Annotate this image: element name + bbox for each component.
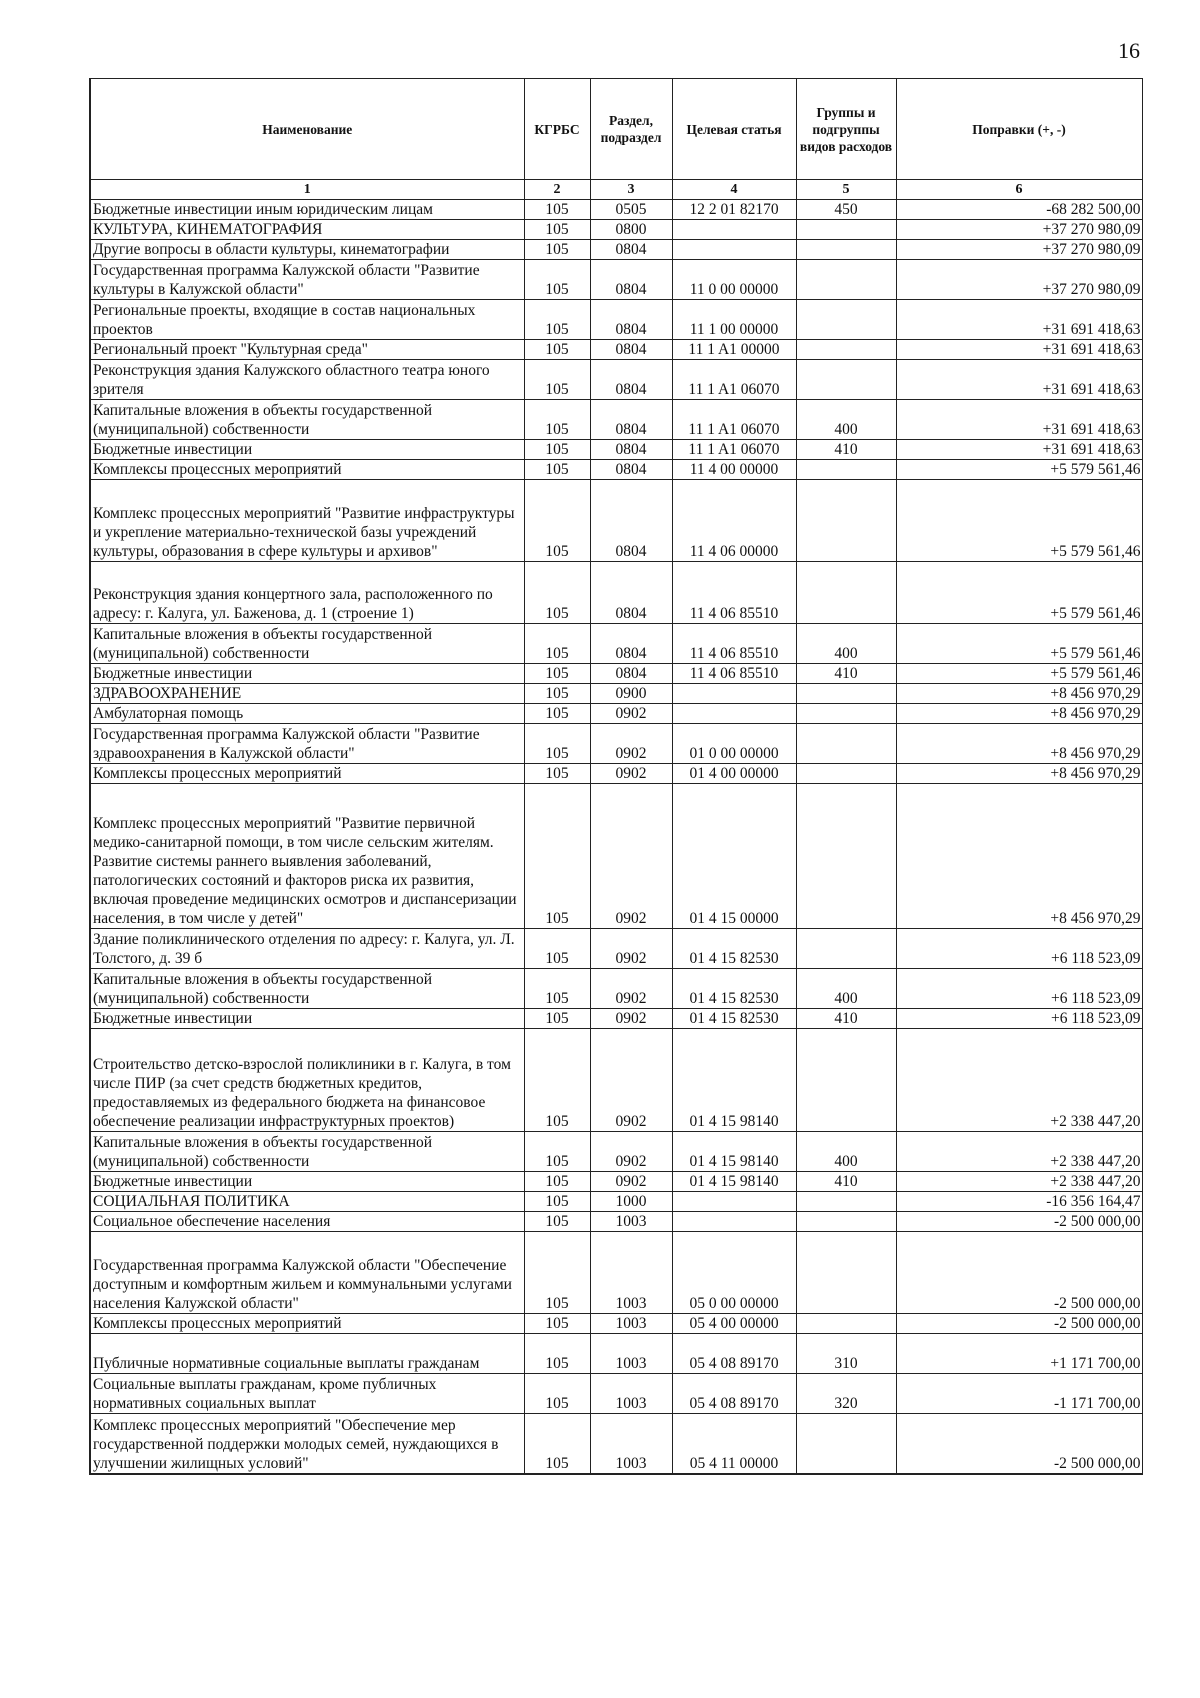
row-popravki-cell: +31 691 418,63 bbox=[896, 440, 1142, 460]
row-popravki-cell: -68 282 500,00 bbox=[896, 200, 1142, 220]
row-gruppa-cell bbox=[796, 460, 896, 480]
row-razdel-cell: 0804 bbox=[590, 562, 672, 624]
row-celevaya-cell bbox=[672, 220, 796, 240]
column-number-row bbox=[90, 180, 1142, 200]
row-popravki-cell: +5 579 561,46 bbox=[896, 480, 1142, 562]
row-gruppa-cell: 410 bbox=[796, 440, 896, 460]
table-row bbox=[90, 240, 1142, 260]
row-popravki-cell: +2 338 447,20 bbox=[896, 1029, 1142, 1132]
row-popravki-cell: -2 500 000,00 bbox=[896, 1232, 1142, 1314]
table-row bbox=[90, 200, 1142, 220]
row-gruppa-cell bbox=[796, 1414, 896, 1474]
table-row bbox=[90, 340, 1142, 360]
row-razdel-cell: 0902 bbox=[590, 969, 672, 1009]
row-celevaya-cell: 01 4 00 00000 bbox=[672, 764, 796, 784]
row-name-cell: Капитальные вложения в объекты государственной (муниципальной) собственности bbox=[90, 969, 524, 1009]
row-celevaya-cell: 05 4 08 89170 bbox=[672, 1334, 796, 1374]
row-celevaya-cell: 11 1 A1 06070 bbox=[672, 360, 796, 400]
row-celevaya-cell: 01 4 15 82530 bbox=[672, 1009, 796, 1029]
row-popravki-cell: +8 456 970,29 bbox=[896, 764, 1142, 784]
row-gruppa-cell: 410 bbox=[796, 664, 896, 684]
row-kgrbs-cell: 105 bbox=[524, 1334, 590, 1374]
table-row bbox=[90, 1414, 1142, 1474]
table-row bbox=[90, 1314, 1142, 1334]
table-row bbox=[90, 220, 1142, 240]
row-razdel-cell: 0900 bbox=[590, 684, 672, 704]
row-kgrbs-cell: 105 bbox=[524, 1414, 590, 1474]
row-popravki-cell: -1 171 700,00 bbox=[896, 1374, 1142, 1414]
row-celevaya-cell: 01 4 15 00000 bbox=[672, 784, 796, 929]
row-kgrbs-cell: 105 bbox=[524, 1029, 590, 1132]
row-name-cell: Капитальные вложения в объекты государственной (муниципальной) собственности bbox=[90, 624, 524, 664]
row-celevaya-cell: 11 4 06 85510 bbox=[672, 562, 796, 624]
row-kgrbs-cell: 105 bbox=[524, 480, 590, 562]
row-celevaya-cell bbox=[672, 1212, 796, 1232]
row-name-cell: Комплекс процессных мероприятий "Развитие инфраструктуры и укрепление материально-технической базы учреждений культуры, образования в сфере культуры и архивов" bbox=[90, 480, 524, 562]
row-popravki-cell: +31 691 418,63 bbox=[896, 400, 1142, 440]
table-row bbox=[90, 1334, 1142, 1374]
row-popravki-cell: +6 118 523,09 bbox=[896, 969, 1142, 1009]
row-razdel-cell: 0505 bbox=[590, 200, 672, 220]
row-razdel-cell: 0902 bbox=[590, 1009, 672, 1029]
row-gruppa-cell bbox=[796, 704, 896, 724]
row-popravki-cell: +5 579 561,46 bbox=[896, 664, 1142, 684]
table-row bbox=[90, 704, 1142, 724]
row-name-cell: Бюджетные инвестиции bbox=[90, 1172, 524, 1192]
row-kgrbs-cell: 105 bbox=[524, 664, 590, 684]
row-celevaya-cell: 01 4 15 98140 bbox=[672, 1132, 796, 1172]
row-gruppa-cell bbox=[796, 300, 896, 340]
row-popravki-cell: +31 691 418,63 bbox=[896, 360, 1142, 400]
table-row bbox=[90, 1172, 1142, 1192]
row-razdel-cell: 1003 bbox=[590, 1414, 672, 1474]
row-kgrbs-cell: 105 bbox=[524, 1314, 590, 1334]
row-razdel-cell: 0902 bbox=[590, 929, 672, 969]
table-row bbox=[90, 664, 1142, 684]
row-gruppa-cell bbox=[796, 1212, 896, 1232]
row-name-cell: Региональные проекты, входящие в состав национальных проектов bbox=[90, 300, 524, 340]
row-kgrbs-cell: 105 bbox=[524, 562, 590, 624]
row-celevaya-cell: 11 4 06 85510 bbox=[672, 624, 796, 664]
table-row bbox=[90, 764, 1142, 784]
row-popravki-cell: +2 338 447,20 bbox=[896, 1132, 1142, 1172]
row-kgrbs-cell: 105 bbox=[524, 1192, 590, 1212]
row-name-cell: Комплексы процессных мероприятий bbox=[90, 460, 524, 480]
row-gruppa-cell bbox=[796, 1192, 896, 1212]
row-name-cell: Другие вопросы в области культуры, кинематографии bbox=[90, 240, 524, 260]
table-row bbox=[90, 1009, 1142, 1029]
row-gruppa-cell bbox=[796, 480, 896, 562]
row-popravki-cell: +31 691 418,63 bbox=[896, 340, 1142, 360]
table-row bbox=[90, 929, 1142, 969]
row-kgrbs-cell: 105 bbox=[524, 704, 590, 724]
table-row bbox=[90, 562, 1142, 624]
row-name-cell: Капитальные вложения в объекты государственной (муниципальной) собственности bbox=[90, 400, 524, 440]
row-kgrbs-cell: 105 bbox=[524, 1132, 590, 1172]
row-razdel-cell: 0800 bbox=[590, 220, 672, 240]
row-name-cell: Бюджетные инвестиции bbox=[90, 664, 524, 684]
row-kgrbs-cell: 105 bbox=[524, 400, 590, 440]
row-gruppa-cell: 400 bbox=[796, 624, 896, 664]
row-razdel-cell: 1003 bbox=[590, 1334, 672, 1374]
row-celevaya-cell: 11 4 00 00000 bbox=[672, 460, 796, 480]
row-kgrbs-cell: 105 bbox=[524, 240, 590, 260]
row-name-cell: Комплексы процессных мероприятий bbox=[90, 764, 524, 784]
row-kgrbs-cell: 105 bbox=[524, 360, 590, 400]
table-body bbox=[90, 200, 1142, 1474]
row-celevaya-cell: 05 4 08 89170 bbox=[672, 1374, 796, 1414]
table-row bbox=[90, 1192, 1142, 1212]
row-kgrbs-cell: 105 bbox=[524, 460, 590, 480]
row-celevaya-cell: 11 4 06 85510 bbox=[672, 664, 796, 684]
row-name-cell: Амбулаторная помощь bbox=[90, 704, 524, 724]
row-razdel-cell: 0804 bbox=[590, 340, 672, 360]
row-razdel-cell: 1003 bbox=[590, 1232, 672, 1314]
row-popravki-cell: +8 456 970,29 bbox=[896, 684, 1142, 704]
table-row bbox=[90, 1374, 1142, 1414]
row-razdel-cell: 0902 bbox=[590, 1172, 672, 1192]
row-kgrbs-cell: 105 bbox=[524, 969, 590, 1009]
row-name-cell: Государственная программа Калужской области "Развитие культуры в Калужской области" bbox=[90, 260, 524, 300]
row-celevaya-cell: 01 4 15 82530 bbox=[672, 929, 796, 969]
row-celevaya-cell bbox=[672, 240, 796, 260]
row-gruppa-cell bbox=[796, 340, 896, 360]
row-celevaya-cell: 01 0 00 00000 bbox=[672, 724, 796, 764]
row-name-cell: Бюджетные инвестиции bbox=[90, 1009, 524, 1029]
row-name-cell: Региональный проект "Культурная среда" bbox=[90, 340, 524, 360]
row-celevaya-cell: 11 0 00 00000 bbox=[672, 260, 796, 300]
row-name-cell: СОЦИАЛЬНАЯ ПОЛИТИКА bbox=[90, 1192, 524, 1212]
table-row bbox=[90, 480, 1142, 562]
column-number: 4 bbox=[672, 180, 796, 200]
table-row bbox=[90, 1132, 1142, 1172]
row-razdel-cell: 0804 bbox=[590, 240, 672, 260]
row-gruppa-cell bbox=[796, 1232, 896, 1314]
header-razdel: Раздел, подраздел bbox=[590, 79, 672, 180]
row-popravki-cell: +37 270 980,09 bbox=[896, 260, 1142, 300]
row-kgrbs-cell: 105 bbox=[524, 220, 590, 240]
row-celevaya-cell bbox=[672, 684, 796, 704]
table-row bbox=[90, 260, 1142, 300]
row-popravki-cell: -2 500 000,00 bbox=[896, 1212, 1142, 1232]
row-kgrbs-cell: 105 bbox=[524, 929, 590, 969]
header-celevaya: Целевая статья bbox=[672, 79, 796, 180]
row-gruppa-cell bbox=[796, 929, 896, 969]
row-razdel-cell: 0804 bbox=[590, 260, 672, 300]
column-number: 3 bbox=[590, 180, 672, 200]
row-popravki-cell: +37 270 980,09 bbox=[896, 220, 1142, 240]
row-razdel-cell: 0902 bbox=[590, 764, 672, 784]
row-gruppa-cell: 410 bbox=[796, 1009, 896, 1029]
row-celevaya-cell: 01 4 15 98140 bbox=[672, 1029, 796, 1132]
table-row bbox=[90, 724, 1142, 764]
table-row bbox=[90, 1212, 1142, 1232]
row-name-cell: Строительство детско-взрослой поликлиники в г. Калуга, в том числе ПИР (за счет средств бюджетных кредитов, предоставляемых из федерального бюджета на финансовое обеспечение реализации инфраструктурных проектов) bbox=[90, 1029, 524, 1132]
row-gruppa-cell bbox=[796, 360, 896, 400]
table-row bbox=[90, 684, 1142, 704]
row-name-cell: Социальное обеспечение населения bbox=[90, 1212, 524, 1232]
row-razdel-cell: 0804 bbox=[590, 360, 672, 400]
row-gruppa-cell: 400 bbox=[796, 969, 896, 1009]
row-gruppa-cell bbox=[796, 220, 896, 240]
row-name-cell: Государственная программа Калужской области "Обеспечение доступным и комфортным жильем и коммунальными услугами населения Калужской области" bbox=[90, 1232, 524, 1314]
row-razdel-cell: 0902 bbox=[590, 784, 672, 929]
row-gruppa-cell: 400 bbox=[796, 400, 896, 440]
row-celevaya-cell: 01 4 15 98140 bbox=[672, 1172, 796, 1192]
table-row bbox=[90, 300, 1142, 340]
row-kgrbs-cell: 105 bbox=[524, 764, 590, 784]
row-gruppa-cell: 320 bbox=[796, 1374, 896, 1414]
row-name-cell: Здание поликлинического отделения по адресу: г. Калуга, ул. Л. Толстого, д. 39 б bbox=[90, 929, 524, 969]
row-gruppa-cell bbox=[796, 240, 896, 260]
row-celevaya-cell: 11 1 A1 06070 bbox=[672, 440, 796, 460]
row-kgrbs-cell: 105 bbox=[524, 300, 590, 340]
row-name-cell: Реконструкция здания концертного зала, расположенного по адресу: г. Калуга, ул. Баженова, д. 1 (строение 1) bbox=[90, 562, 524, 624]
row-name-cell: Бюджетные инвестиции иным юридическим лицам bbox=[90, 200, 524, 220]
row-kgrbs-cell: 105 bbox=[524, 624, 590, 664]
header-name: Наименование bbox=[90, 79, 524, 180]
table-header-row bbox=[90, 79, 1142, 180]
row-name-cell: Комплекс процессных мероприятий "Обеспечение мер государственной поддержки молодых семей, нуждающихся в улучшении жилищных условий" bbox=[90, 1414, 524, 1474]
row-name-cell: Капитальные вложения в объекты государственной (муниципальной) собственности bbox=[90, 1132, 524, 1172]
row-popravki-cell: +8 456 970,29 bbox=[896, 784, 1142, 929]
row-popravki-cell: +5 579 561,46 bbox=[896, 460, 1142, 480]
row-kgrbs-cell: 105 bbox=[524, 440, 590, 460]
row-razdel-cell: 0902 bbox=[590, 724, 672, 764]
table-row bbox=[90, 1029, 1142, 1132]
header-kgrbs: КГРБС bbox=[524, 79, 590, 180]
row-kgrbs-cell: 105 bbox=[524, 724, 590, 764]
budget-amendments-table bbox=[89, 78, 1143, 1475]
row-name-cell: КУЛЬТУРА, КИНЕМАТОГРАФИЯ bbox=[90, 220, 524, 240]
row-name-cell: Комплексы процессных мероприятий bbox=[90, 1314, 524, 1334]
row-gruppa-cell bbox=[796, 1314, 896, 1334]
row-celevaya-cell: 05 0 00 00000 bbox=[672, 1232, 796, 1314]
table-row bbox=[90, 1232, 1142, 1314]
row-name-cell: Публичные нормативные социальные выплаты гражданам bbox=[90, 1334, 524, 1374]
row-razdel-cell: 0804 bbox=[590, 440, 672, 460]
row-kgrbs-cell: 105 bbox=[524, 340, 590, 360]
row-razdel-cell: 0902 bbox=[590, 1132, 672, 1172]
column-number: 6 bbox=[896, 180, 1142, 200]
row-razdel-cell: 1003 bbox=[590, 1212, 672, 1232]
row-gruppa-cell bbox=[796, 784, 896, 929]
row-celevaya-cell bbox=[672, 1192, 796, 1212]
row-kgrbs-cell: 105 bbox=[524, 1212, 590, 1232]
row-gruppa-cell bbox=[796, 260, 896, 300]
row-name-cell: Государственная программа Калужской области "Развитие здравоохранения в Калужской области" bbox=[90, 724, 524, 764]
row-popravki-cell: +8 456 970,29 bbox=[896, 724, 1142, 764]
page-number: 16 bbox=[1118, 38, 1140, 63]
row-popravki-cell: +8 456 970,29 bbox=[896, 704, 1142, 724]
row-kgrbs-cell: 105 bbox=[524, 200, 590, 220]
row-razdel-cell: 0804 bbox=[590, 480, 672, 562]
table-row bbox=[90, 969, 1142, 1009]
row-razdel-cell: 0804 bbox=[590, 460, 672, 480]
row-razdel-cell: 0804 bbox=[590, 664, 672, 684]
row-popravki-cell: +31 691 418,63 bbox=[896, 300, 1142, 340]
table-row bbox=[90, 360, 1142, 400]
row-kgrbs-cell: 105 bbox=[524, 1374, 590, 1414]
row-celevaya-cell bbox=[672, 704, 796, 724]
row-kgrbs-cell: 105 bbox=[524, 684, 590, 704]
row-gruppa-cell: 450 bbox=[796, 200, 896, 220]
row-gruppa-cell bbox=[796, 562, 896, 624]
row-popravki-cell: +1 171 700,00 bbox=[896, 1334, 1142, 1374]
row-celevaya-cell: 05 4 00 00000 bbox=[672, 1314, 796, 1334]
row-name-cell: ЗДРАВООХРАНЕНИЕ bbox=[90, 684, 524, 704]
row-popravki-cell: +6 118 523,09 bbox=[896, 929, 1142, 969]
row-razdel-cell: 1000 bbox=[590, 1192, 672, 1212]
header-popravki: Поправки (+, -) bbox=[896, 79, 1142, 180]
row-name-cell: Реконструкция здания Калужского областного театра юного зрителя bbox=[90, 360, 524, 400]
row-razdel-cell: 0804 bbox=[590, 300, 672, 340]
row-kgrbs-cell: 105 bbox=[524, 1172, 590, 1192]
row-gruppa-cell bbox=[796, 724, 896, 764]
row-name-cell: Комплекс процессных мероприятий "Развитие первичной медико-санитарной помощи, в том числе сельским жителям. Развитие системы раннего выявления заболеваний, патологических состояний и факторов риска их развития, включая проведение медицинских осмотров и диспансеризации населения, в том числе у детей" bbox=[90, 784, 524, 929]
row-gruppa-cell: 310 bbox=[796, 1334, 896, 1374]
row-razdel-cell: 0902 bbox=[590, 1029, 672, 1132]
row-kgrbs-cell: 105 bbox=[524, 260, 590, 300]
row-kgrbs-cell: 105 bbox=[524, 1232, 590, 1314]
row-razdel-cell: 1003 bbox=[590, 1374, 672, 1414]
table-row bbox=[90, 460, 1142, 480]
row-popravki-cell: -16 356 164,47 bbox=[896, 1192, 1142, 1212]
table-row bbox=[90, 784, 1142, 929]
row-gruppa-cell bbox=[796, 764, 896, 784]
row-razdel-cell: 0902 bbox=[590, 704, 672, 724]
row-celevaya-cell: 05 4 11 00000 bbox=[672, 1414, 796, 1474]
row-popravki-cell: +5 579 561,46 bbox=[896, 624, 1142, 664]
table-row bbox=[90, 400, 1142, 440]
row-celevaya-cell: 11 4 06 00000 bbox=[672, 480, 796, 562]
column-number: 5 bbox=[796, 180, 896, 200]
row-gruppa-cell bbox=[796, 1029, 896, 1132]
row-popravki-cell: +5 579 561,46 bbox=[896, 562, 1142, 624]
row-kgrbs-cell: 105 bbox=[524, 1009, 590, 1029]
row-celevaya-cell: 12 2 01 82170 bbox=[672, 200, 796, 220]
row-gruppa-cell bbox=[796, 684, 896, 704]
row-celevaya-cell: 11 1 00 00000 bbox=[672, 300, 796, 340]
row-celevaya-cell: 11 1 A1 06070 bbox=[672, 400, 796, 440]
row-razdel-cell: 0804 bbox=[590, 624, 672, 664]
row-popravki-cell: +6 118 523,09 bbox=[896, 1009, 1142, 1029]
row-popravki-cell: +37 270 980,09 bbox=[896, 240, 1142, 260]
table-row bbox=[90, 440, 1142, 460]
row-celevaya-cell: 11 1 A1 00000 bbox=[672, 340, 796, 360]
row-name-cell: Социальные выплаты гражданам, кроме публичных нормативных социальных выплат bbox=[90, 1374, 524, 1414]
row-kgrbs-cell: 105 bbox=[524, 784, 590, 929]
row-popravki-cell: -2 500 000,00 bbox=[896, 1314, 1142, 1334]
column-number: 2 bbox=[524, 180, 590, 200]
row-gruppa-cell: 400 bbox=[796, 1132, 896, 1172]
row-popravki-cell: -2 500 000,00 bbox=[896, 1414, 1142, 1474]
row-popravki-cell: +2 338 447,20 bbox=[896, 1172, 1142, 1192]
header-gruppy: Группы и подгруппы видов расходов bbox=[796, 79, 896, 180]
column-number: 1 bbox=[90, 180, 524, 200]
row-razdel-cell: 1003 bbox=[590, 1314, 672, 1334]
row-celevaya-cell: 01 4 15 82530 bbox=[672, 969, 796, 1009]
table-row bbox=[90, 624, 1142, 664]
row-gruppa-cell: 410 bbox=[796, 1172, 896, 1192]
row-razdel-cell: 0804 bbox=[590, 400, 672, 440]
row-name-cell: Бюджетные инвестиции bbox=[90, 440, 524, 460]
